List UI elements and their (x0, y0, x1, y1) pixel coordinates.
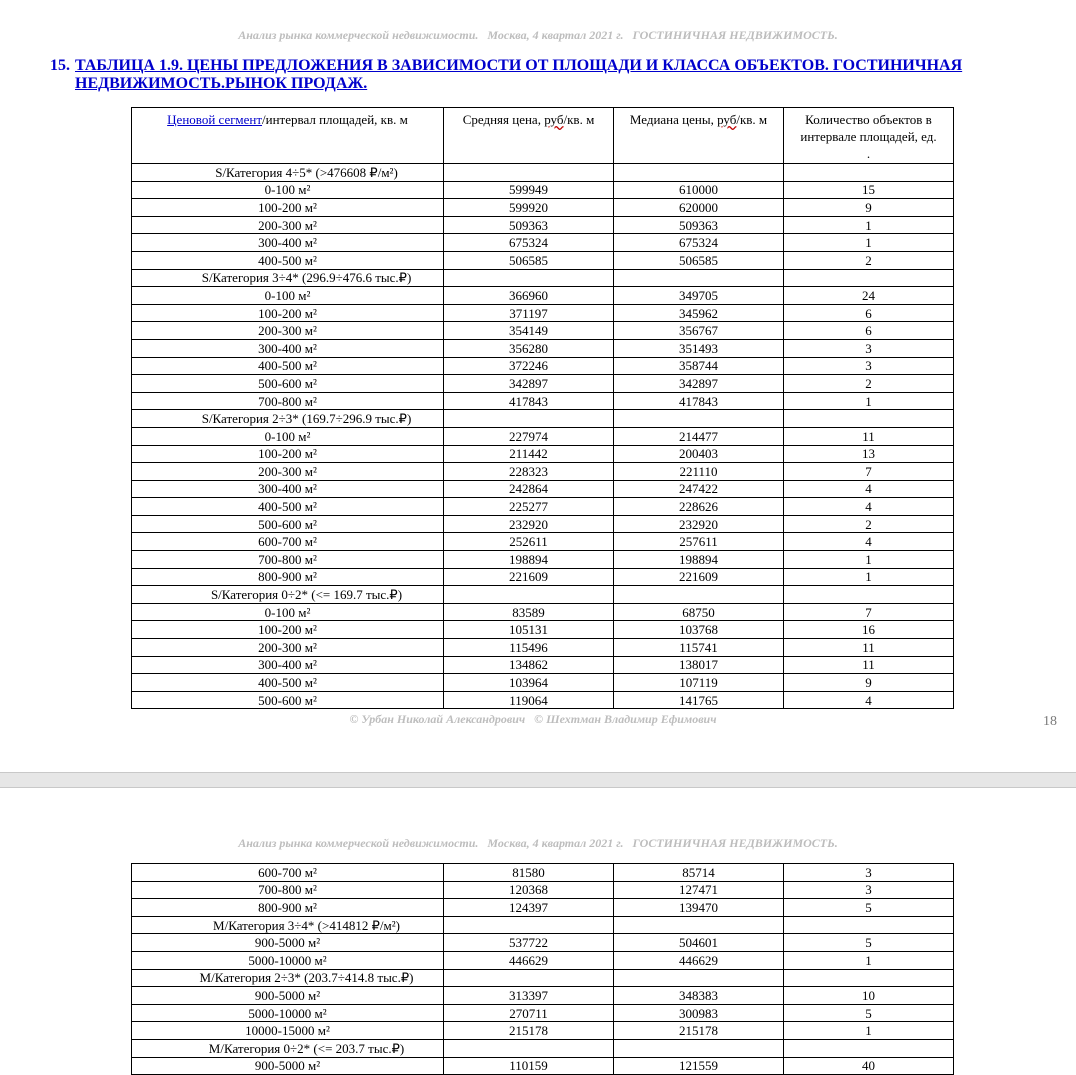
area-interval-cell: 400-500 м² (132, 251, 444, 269)
page-number: 18 (1043, 714, 1057, 729)
median-price-cell: 214477 (614, 427, 784, 445)
object-count-cell: 24 (784, 287, 954, 305)
average-price-cell: 120368 (444, 881, 614, 899)
median-price-cell: 107119 (614, 674, 784, 692)
average-price-cell: 252611 (444, 533, 614, 551)
median-price-cell: 506585 (614, 251, 784, 269)
object-count-cell: 6 (784, 322, 954, 340)
table-row (132, 357, 954, 375)
median-price-cell: 247422 (614, 480, 784, 498)
average-price-cell: 506585 (444, 251, 614, 269)
area-interval-cell: 400-500 м² (132, 674, 444, 692)
document-page-2 (0, 788, 1076, 1074)
table-row (132, 445, 954, 463)
area-interval-cell: 5000-10000 м² (132, 951, 444, 969)
empty-cell (614, 969, 784, 987)
empty-cell (444, 586, 614, 604)
empty-cell (614, 1039, 784, 1057)
area-interval-cell: 500-600 м² (132, 515, 444, 533)
empty-cell (444, 916, 614, 934)
area-interval-cell: 700-800 м² (132, 392, 444, 410)
table-row (132, 463, 954, 481)
segment-row (132, 916, 954, 934)
average-price-cell: 119064 (444, 691, 614, 709)
table-row (132, 199, 954, 217)
table-row (132, 603, 954, 621)
object-count-cell: 6 (784, 304, 954, 322)
area-interval-cell: 0-100 м² (132, 603, 444, 621)
area-interval-cell: 900-5000 м² (132, 934, 444, 952)
average-price-cell: 110159 (444, 1057, 614, 1075)
object-count-cell: 3 (784, 864, 954, 882)
object-count-cell: 1 (784, 1022, 954, 1040)
running-header: Анализ рынка коммерческой недвижимости. Москва, 4 квартал 2021 г. ГОСТИНИЧНАЯ НЕДВИЖИМОСТЬ. (238, 836, 838, 850)
table-row (132, 1004, 954, 1022)
area-interval-cell: 0-100 м² (132, 287, 444, 305)
average-price-cell: 675324 (444, 234, 614, 252)
table-row (132, 551, 954, 569)
price-table (131, 107, 954, 709)
object-count-cell: 4 (784, 691, 954, 709)
area-interval-cell: 700-800 м² (132, 551, 444, 569)
median-price-cell: 138017 (614, 656, 784, 674)
median-price-cell: 504601 (614, 934, 784, 952)
object-count-cell: 7 (784, 463, 954, 481)
table-row (132, 1057, 954, 1075)
area-interval-cell: 900-5000 м² (132, 987, 444, 1005)
table-row (132, 322, 954, 340)
median-price-cell: 198894 (614, 551, 784, 569)
object-count-cell: 2 (784, 251, 954, 269)
median-price-cell: 68750 (614, 603, 784, 621)
price-segment-link[interactable]: Ценовой сегмент (167, 112, 263, 127)
average-price-cell: 124397 (444, 899, 614, 917)
empty-cell (784, 1039, 954, 1057)
median-price-cell: 446629 (614, 951, 784, 969)
area-interval-cell: 900-5000 м² (132, 1057, 444, 1075)
object-count-cell: 1 (784, 551, 954, 569)
area-interval-cell: 0-100 м² (132, 427, 444, 445)
table-row (132, 304, 954, 322)
object-count-cell: 1 (784, 568, 954, 586)
table-row (132, 392, 954, 410)
table-row (132, 234, 954, 252)
table-row (132, 674, 954, 692)
median-price-cell: 620000 (614, 199, 784, 217)
median-price-cell: 358744 (614, 357, 784, 375)
average-price-cell: 599949 (444, 181, 614, 199)
average-price-cell: 228323 (444, 463, 614, 481)
table-row (132, 987, 954, 1005)
running-header: Анализ рынка коммерческой недвижимости. Москва, 4 квартал 2021 г. ГОСТИНИЧНАЯ НЕДВИЖИМОСТЬ. (238, 28, 838, 42)
average-price-cell: 81580 (444, 864, 614, 882)
table-row (132, 216, 954, 234)
average-price-cell: 134862 (444, 656, 614, 674)
median-price-cell: 141765 (614, 691, 784, 709)
table-row (132, 375, 954, 393)
object-count-cell: 9 (784, 199, 954, 217)
table-row (132, 864, 954, 882)
empty-cell (784, 164, 954, 182)
area-interval-cell: 500-600 м² (132, 375, 444, 393)
empty-cell (614, 586, 784, 604)
median-price-cell: 115741 (614, 639, 784, 657)
average-price-cell: 366960 (444, 287, 614, 305)
segment-row (132, 410, 954, 428)
object-count-cell: 5 (784, 934, 954, 952)
table-row (132, 480, 954, 498)
segment-row (132, 969, 954, 987)
median-price-cell: 139470 (614, 899, 784, 917)
empty-cell (784, 916, 954, 934)
object-count-cell: 1 (784, 392, 954, 410)
average-price-cell: 537722 (444, 934, 614, 952)
median-price-cell: 509363 (614, 216, 784, 234)
table-row (132, 287, 954, 305)
area-interval-cell: 300-400 м² (132, 234, 444, 252)
area-interval-cell: 500-600 м² (132, 691, 444, 709)
average-price-cell: 313397 (444, 987, 614, 1005)
table-row (132, 251, 954, 269)
average-price-cell: 105131 (444, 621, 614, 639)
object-count-cell: 13 (784, 445, 954, 463)
empty-cell (444, 269, 614, 287)
average-price-cell: 509363 (444, 216, 614, 234)
average-price-cell: 198894 (444, 551, 614, 569)
area-interval-cell: 800-900 м² (132, 899, 444, 917)
object-count-cell: 10 (784, 987, 954, 1005)
median-price-cell: 103768 (614, 621, 784, 639)
average-price-cell: 215178 (444, 1022, 614, 1040)
table-row (132, 339, 954, 357)
segment-label: M/Категория 3÷4* (>414812 ₽/м²) (132, 916, 444, 934)
table-row (132, 621, 954, 639)
object-count-cell: 11 (784, 427, 954, 445)
object-count-cell: 5 (784, 1004, 954, 1022)
average-price-cell: 83589 (444, 603, 614, 621)
average-price-cell: 417843 (444, 392, 614, 410)
table-row (132, 934, 954, 952)
median-price-cell: 349705 (614, 287, 784, 305)
average-price-cell: 371197 (444, 304, 614, 322)
segment-label: S/Категория 0÷2* (<= 169.7 тыс.₽) (132, 586, 444, 604)
area-interval-cell: 100-200 м² (132, 199, 444, 217)
object-count-cell: 11 (784, 639, 954, 657)
object-count-cell: 4 (784, 533, 954, 551)
object-count-cell: 1 (784, 216, 954, 234)
object-count-cell: 2 (784, 375, 954, 393)
object-count-cell: 7 (784, 603, 954, 621)
average-price-cell: 446629 (444, 951, 614, 969)
table-header-row (132, 108, 954, 164)
average-price-cell: 354149 (444, 322, 614, 340)
object-count-cell: 4 (784, 498, 954, 516)
table-row (132, 639, 954, 657)
average-price-cell: 270711 (444, 1004, 614, 1022)
area-interval-cell: 200-300 м² (132, 463, 444, 481)
empty-cell (614, 916, 784, 934)
empty-cell (784, 969, 954, 987)
table-row (132, 881, 954, 899)
object-count-cell: 3 (784, 357, 954, 375)
median-price-cell: 232920 (614, 515, 784, 533)
price-table-continued (131, 863, 954, 1075)
segment-label: S/Категория 3÷4* (296.9÷476.6 тыс.₽) (132, 269, 444, 287)
area-interval-cell: 100-200 м² (132, 621, 444, 639)
median-price-cell: 675324 (614, 234, 784, 252)
area-interval-cell: 400-500 м² (132, 357, 444, 375)
object-count-cell: 9 (784, 674, 954, 692)
median-price-cell: 127471 (614, 881, 784, 899)
median-price-cell: 351493 (614, 339, 784, 357)
segment-row (132, 586, 954, 604)
area-interval-cell: 100-200 м² (132, 304, 444, 322)
segment-label: S/Категория 4÷5* (>476608 ₽/м²) (132, 164, 444, 182)
empty-cell (614, 410, 784, 428)
table-row (132, 568, 954, 586)
header-median-price: Медиана цены, руб/кв. м (614, 108, 784, 164)
area-interval-cell: 200-300 м² (132, 639, 444, 657)
median-price-cell: 221110 (614, 463, 784, 481)
median-price-cell: 417843 (614, 392, 784, 410)
table-row (132, 656, 954, 674)
heading-text[interactable]: ТАБЛИЦА 1.9. ЦЕНЫ ПРЕДЛОЖЕНИЯ В ЗАВИСИМОСТИ ОТ ПЛОЩАДИ И КЛАССА ОБЪЕКТОВ. ГОСТИНИЧНАЯ НЕДВИЖИМОСТЬ.РЫНОК ПРОДАЖ. (75, 57, 963, 92)
area-interval-cell: 600-700 м² (132, 533, 444, 551)
median-price-cell: 356767 (614, 322, 784, 340)
object-count-cell: 11 (784, 656, 954, 674)
empty-cell (444, 164, 614, 182)
empty-cell (444, 969, 614, 987)
table-row (132, 515, 954, 533)
median-price-cell: 345962 (614, 304, 784, 322)
object-count-cell: 3 (784, 881, 954, 899)
segment-row (132, 164, 954, 182)
footer-copyright: © Урбан Николай Александрович © Шехтман Владимир Ефимович (349, 712, 717, 726)
area-interval-cell: 600-700 м² (132, 864, 444, 882)
table-row (132, 691, 954, 709)
median-price-cell: 342897 (614, 375, 784, 393)
segment-label: M/Категория 0÷2* (<= 203.7 тыс.₽) (132, 1039, 444, 1057)
average-price-cell: 103964 (444, 674, 614, 692)
area-interval-cell: 100-200 м² (132, 445, 444, 463)
area-interval-cell: 800-900 м² (132, 568, 444, 586)
average-price-cell: 211442 (444, 445, 614, 463)
empty-cell (614, 164, 784, 182)
median-price-cell: 228626 (614, 498, 784, 516)
area-interval-cell: 300-400 м² (132, 656, 444, 674)
average-price-cell: 599920 (444, 199, 614, 217)
table-row (132, 498, 954, 516)
average-price-cell: 342897 (444, 375, 614, 393)
average-price-cell: 372246 (444, 357, 614, 375)
median-price-cell: 610000 (614, 181, 784, 199)
object-count-cell: 40 (784, 1057, 954, 1075)
area-interval-cell: 700-800 м² (132, 881, 444, 899)
empty-cell (784, 410, 954, 428)
empty-cell (444, 410, 614, 428)
header-object-count: Количество объектов в интервале площадей, ед. . (784, 108, 954, 164)
empty-cell (614, 269, 784, 287)
empty-cell (444, 1039, 614, 1057)
average-price-cell: 232920 (444, 515, 614, 533)
median-price-cell: 300983 (614, 1004, 784, 1022)
segment-label: S/Категория 2÷3* (169.7÷296.9 тыс.₽) (132, 410, 444, 428)
heading-number: 15. (50, 57, 70, 74)
median-price-cell: 200403 (614, 445, 784, 463)
page-separator (0, 772, 1076, 788)
average-price-cell: 356280 (444, 339, 614, 357)
segment-row (132, 269, 954, 287)
object-count-cell: 1 (784, 951, 954, 969)
object-count-cell: 2 (784, 515, 954, 533)
empty-cell (784, 586, 954, 604)
median-price-cell: 348383 (614, 987, 784, 1005)
average-price-cell: 221609 (444, 568, 614, 586)
table-row (132, 951, 954, 969)
table-row (132, 427, 954, 445)
object-count-cell: 15 (784, 181, 954, 199)
average-price-cell: 225277 (444, 498, 614, 516)
area-interval-cell: 200-300 м² (132, 216, 444, 234)
area-interval-cell: 5000-10000 м² (132, 1004, 444, 1022)
median-price-cell: 221609 (614, 568, 784, 586)
segment-label: M/Категория 2÷3* (203.7÷414.8 тыс.₽) (132, 969, 444, 987)
segment-row (132, 1039, 954, 1057)
area-interval-cell: 300-400 м² (132, 480, 444, 498)
object-count-cell: 16 (784, 621, 954, 639)
object-count-cell: 1 (784, 234, 954, 252)
area-interval-cell: 0-100 м² (132, 181, 444, 199)
median-price-cell: 215178 (614, 1022, 784, 1040)
object-count-cell: 5 (784, 899, 954, 917)
average-price-cell: 242864 (444, 480, 614, 498)
empty-cell (784, 269, 954, 287)
median-price-cell: 85714 (614, 864, 784, 882)
area-interval-cell: 400-500 м² (132, 498, 444, 516)
area-interval-cell: 10000-15000 м² (132, 1022, 444, 1040)
table-row (132, 533, 954, 551)
object-count-cell: 4 (784, 480, 954, 498)
header-price-segment: Ценовой сегмент/интервал площадей, кв. м (132, 108, 444, 164)
table-row (132, 181, 954, 199)
area-interval-cell: 200-300 м² (132, 322, 444, 340)
table-row (132, 899, 954, 917)
average-price-cell: 227974 (444, 427, 614, 445)
object-count-cell: 3 (784, 339, 954, 357)
table-row (132, 1022, 954, 1040)
average-price-cell: 115496 (444, 639, 614, 657)
median-price-cell: 257611 (614, 533, 784, 551)
area-interval-cell: 300-400 м² (132, 339, 444, 357)
header-average-price: Средняя цена, руб/кв. м (444, 108, 614, 164)
median-price-cell: 121559 (614, 1057, 784, 1075)
